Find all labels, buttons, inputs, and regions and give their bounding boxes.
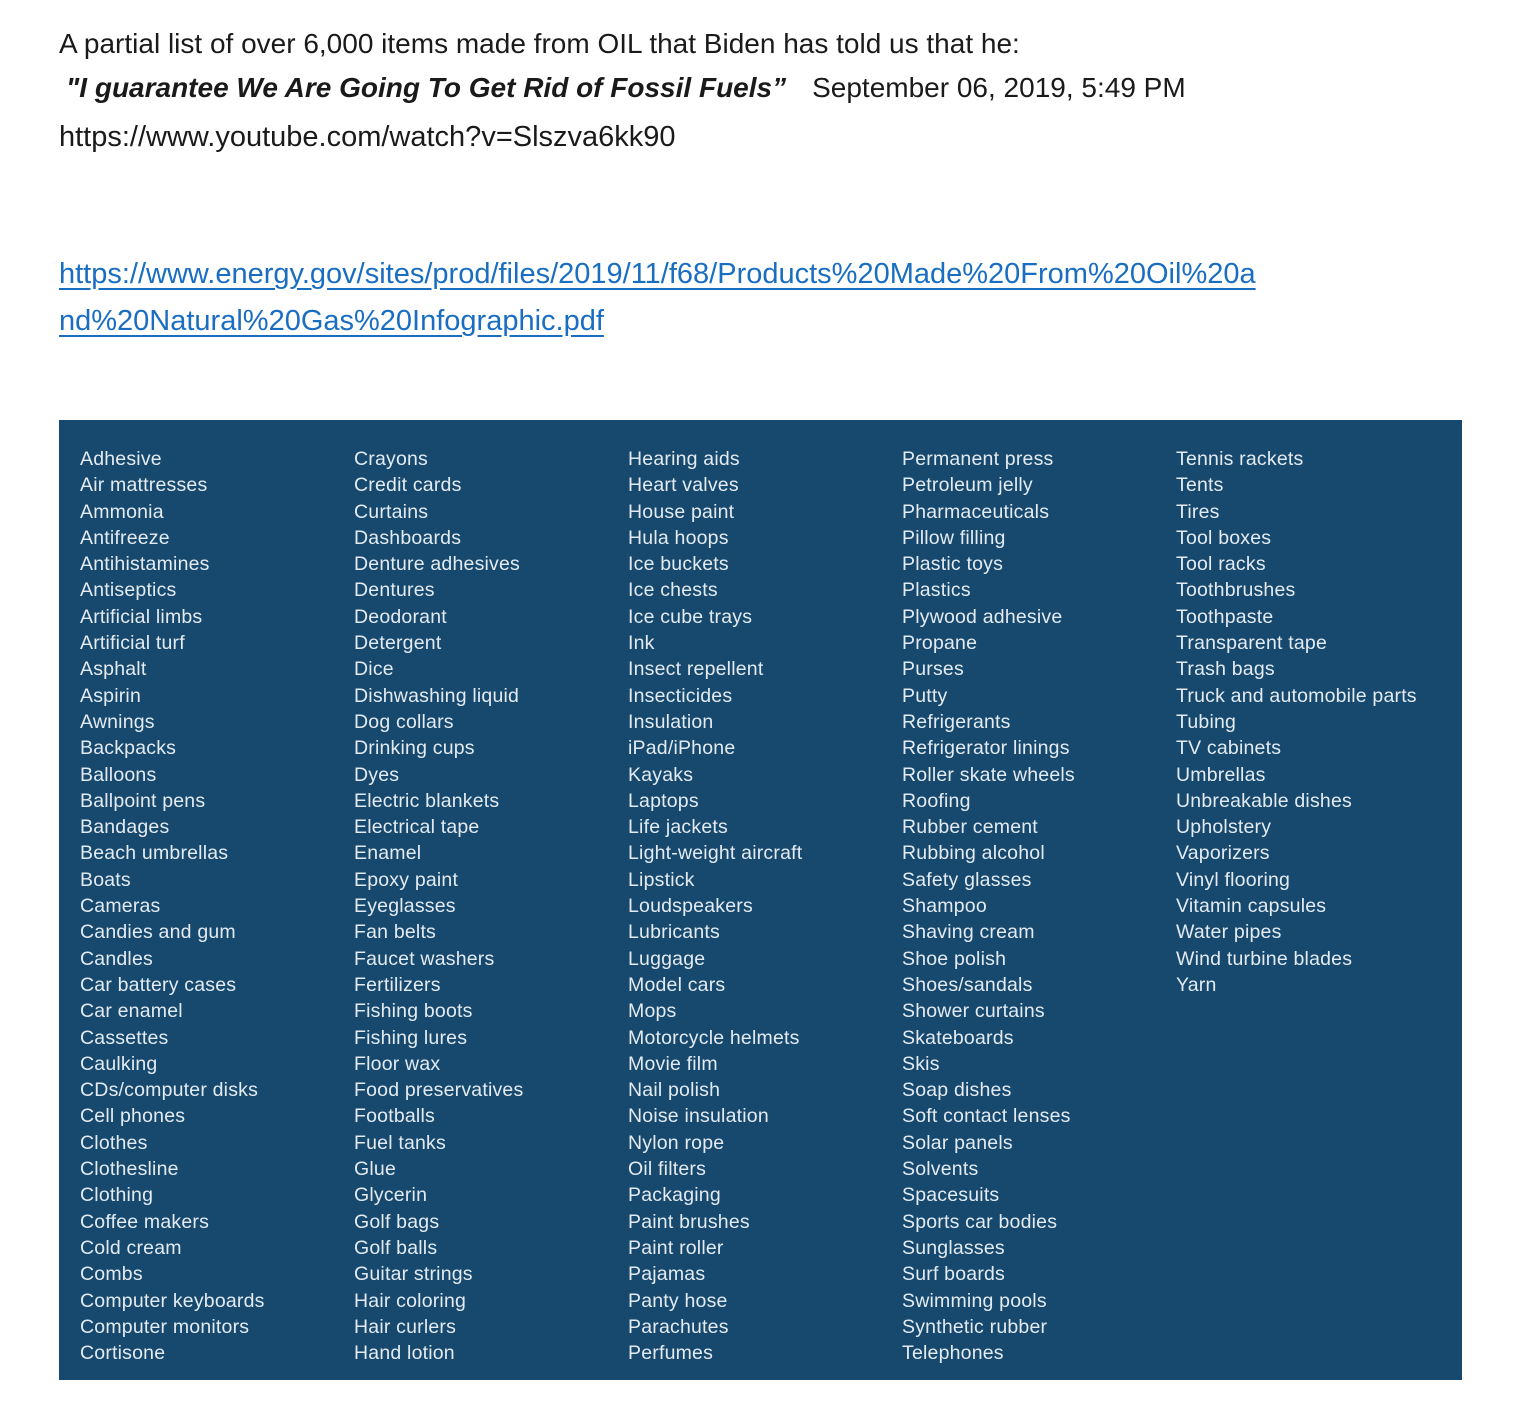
list-item: Computer monitors bbox=[80, 1315, 250, 1338]
list-item: Petroleum jelly bbox=[902, 474, 1033, 497]
list-item: Lipstick bbox=[628, 868, 695, 891]
list-item: Heart valves bbox=[628, 474, 739, 497]
list-item: Dyes bbox=[354, 763, 400, 786]
list-item: Fishing lures bbox=[354, 1026, 468, 1049]
list-item: Movie film bbox=[628, 1052, 718, 1075]
list-item: Toothpaste bbox=[1176, 605, 1274, 628]
list-item: Vitamin capsules bbox=[1176, 895, 1327, 918]
list-item: Nylon rope bbox=[628, 1131, 725, 1154]
list-item: Tires bbox=[1176, 500, 1220, 523]
list-item: Electrical tape bbox=[354, 816, 480, 839]
list-item: Pajamas bbox=[628, 1263, 706, 1286]
list-item: Water pipes bbox=[1176, 921, 1282, 944]
list-item: Glycerin bbox=[354, 1184, 428, 1207]
list-item: Fertilizers bbox=[354, 973, 441, 996]
list-item: Clothing bbox=[80, 1184, 154, 1207]
list-item: Oil filters bbox=[628, 1158, 707, 1181]
list-item: Truck and automobile parts bbox=[1176, 684, 1417, 707]
list-item: Unbreakable dishes bbox=[1176, 789, 1352, 812]
list-item: iPad/iPhone bbox=[628, 737, 736, 760]
list-item: Motorcycle helmets bbox=[628, 1026, 800, 1049]
list-item: House paint bbox=[628, 500, 735, 523]
list-item: Asphalt bbox=[80, 658, 147, 681]
list-item: Hair coloring bbox=[354, 1289, 467, 1312]
list-item: Bandages bbox=[80, 816, 170, 839]
list-item: Dice bbox=[354, 658, 394, 681]
list-item: Deodorant bbox=[354, 605, 447, 628]
list-item: Dashboards bbox=[354, 526, 462, 549]
energy-gov-link-line2: nd%20Natural%20Gas%20Infographic.pdf bbox=[59, 305, 604, 337]
list-item: Backpacks bbox=[80, 737, 177, 760]
list-item: Insecticides bbox=[628, 684, 733, 707]
list-item: Sunglasses bbox=[902, 1236, 1005, 1259]
list-item: Awnings bbox=[80, 710, 155, 733]
list-item: Lubricants bbox=[628, 921, 720, 944]
list-item: Hand lotion bbox=[354, 1342, 455, 1365]
list-item: Wind turbine blades bbox=[1176, 947, 1353, 970]
items-column bbox=[354, 446, 628, 1366]
list-item: Luggage bbox=[628, 947, 706, 970]
list-item: Trash bags bbox=[1176, 658, 1275, 681]
list-item: Eyeglasses bbox=[354, 895, 456, 918]
list-item: Coffee makers bbox=[80, 1210, 210, 1233]
list-item: Artificial turf bbox=[80, 632, 185, 655]
list-item: Toothbrushes bbox=[1176, 579, 1296, 602]
list-item: Noise insulation bbox=[628, 1105, 769, 1128]
list-item: Electric blankets bbox=[354, 789, 500, 812]
list-item: Fishing boots bbox=[354, 1000, 473, 1023]
list-item: Hula hoops bbox=[628, 526, 729, 549]
list-item: Detergent bbox=[354, 632, 442, 655]
list-item: Guitar strings bbox=[354, 1263, 473, 1286]
quote-text: "I guarantee We Are Going To Get Rid of Fossil Fuels” bbox=[66, 72, 787, 103]
list-item: Refrigerator linings bbox=[902, 737, 1070, 760]
list-item: Shoes/sandals bbox=[902, 973, 1033, 996]
page-title: A partial list of over 6,000 items made from OIL that Biden has told us that he: bbox=[59, 28, 1020, 59]
list-item: Fuel tanks bbox=[354, 1131, 446, 1154]
quote-date: September 06, 2019, 5:49 PM bbox=[812, 72, 1186, 103]
oil-products-table bbox=[59, 420, 1462, 1380]
list-item: Nail polish bbox=[628, 1079, 721, 1102]
list-item: Plastic toys bbox=[902, 553, 1004, 576]
list-item: Ice cube trays bbox=[628, 605, 753, 628]
list-item: Ice chests bbox=[628, 579, 718, 602]
list-item: Sports car bodies bbox=[902, 1210, 1058, 1233]
list-item: Tool racks bbox=[1176, 553, 1266, 576]
list-item: Rubber cement bbox=[902, 816, 1038, 839]
youtube-url-text: https://www.youtube.com/watch?v=Slszva6kk90 bbox=[59, 121, 676, 153]
list-item: Balloons bbox=[80, 763, 157, 786]
list-item: Roller skate wheels bbox=[902, 763, 1075, 786]
items-column bbox=[80, 446, 354, 1366]
list-item: Putty bbox=[902, 684, 948, 707]
list-item: Cell phones bbox=[80, 1105, 186, 1128]
list-item: Parachutes bbox=[628, 1315, 729, 1338]
list-item: Perfumes bbox=[628, 1342, 714, 1365]
list-item: Ballpoint pens bbox=[80, 789, 206, 812]
list-item: Life jackets bbox=[628, 816, 728, 839]
list-item: Packaging bbox=[628, 1184, 721, 1207]
list-item: Hair curlers bbox=[354, 1315, 457, 1338]
list-item: Solar panels bbox=[902, 1131, 1013, 1154]
list-item: Ice buckets bbox=[628, 553, 729, 576]
list-item: Artificial limbs bbox=[80, 605, 203, 628]
list-item: Clothes bbox=[80, 1131, 148, 1154]
list-item: Golf bags bbox=[354, 1210, 440, 1233]
list-item: Ammonia bbox=[80, 500, 164, 523]
list-item: Vinyl flooring bbox=[1176, 868, 1291, 891]
list-item: Dog collars bbox=[354, 710, 454, 733]
list-item: Shower curtains bbox=[902, 1000, 1045, 1023]
list-item: Tennis rackets bbox=[1176, 448, 1304, 470]
list-item: Footballs bbox=[354, 1105, 435, 1128]
list-item: Antihistamines bbox=[80, 553, 210, 576]
list-item: Rubbing alcohol bbox=[902, 842, 1045, 865]
list-item: Loudspeakers bbox=[628, 895, 753, 918]
list-item: Shaving cream bbox=[902, 921, 1035, 944]
list-item: Tents bbox=[1176, 474, 1224, 497]
list-item: Soft contact lenses bbox=[902, 1105, 1071, 1128]
list-item: Candles bbox=[80, 947, 153, 970]
list-item: Denture adhesives bbox=[354, 553, 520, 576]
list-item: Kayaks bbox=[628, 763, 694, 786]
list-item: Drinking cups bbox=[354, 737, 475, 760]
list-item: Refrigerants bbox=[902, 710, 1011, 733]
list-item: Crayons bbox=[354, 448, 429, 470]
list-item: Cameras bbox=[80, 895, 161, 918]
list-item: Purses bbox=[902, 658, 964, 681]
list-item: Clothesline bbox=[80, 1158, 179, 1181]
list-item: Cortisone bbox=[80, 1342, 166, 1365]
list-item: Adhesive bbox=[80, 448, 162, 470]
list-item: Laptops bbox=[628, 789, 699, 812]
list-item: Computer keyboards bbox=[80, 1289, 265, 1312]
list-item: Light-weight aircraft bbox=[628, 842, 803, 865]
list-item: Caulking bbox=[80, 1052, 158, 1075]
list-item: Dentures bbox=[354, 579, 435, 602]
list-item: Air mattresses bbox=[80, 474, 208, 497]
list-item: Fan belts bbox=[354, 921, 437, 944]
list-item: Plywood adhesive bbox=[902, 605, 1063, 628]
list-item: Paint brushes bbox=[628, 1210, 750, 1233]
list-item: Car enamel bbox=[80, 1000, 183, 1023]
list-item: Roofing bbox=[902, 789, 971, 812]
list-item: TV cabinets bbox=[1176, 737, 1282, 760]
list-item: Shampoo bbox=[902, 895, 987, 918]
list-item: Tool boxes bbox=[1176, 526, 1272, 549]
list-item: Paint roller bbox=[628, 1236, 724, 1259]
list-item: Credit cards bbox=[354, 474, 462, 497]
list-item: Car battery cases bbox=[80, 973, 237, 996]
list-item: Transparent tape bbox=[1176, 632, 1327, 655]
list-item: Golf balls bbox=[354, 1236, 438, 1259]
list-item: Synthetic rubber bbox=[902, 1315, 1048, 1338]
list-item: Swimming pools bbox=[902, 1289, 1047, 1312]
items-column bbox=[902, 446, 1176, 1366]
list-item: Model cars bbox=[628, 973, 726, 996]
list-item: Skateboards bbox=[902, 1026, 1014, 1049]
list-item: Mops bbox=[628, 1000, 677, 1023]
list-item: Solvents bbox=[902, 1158, 979, 1181]
list-item: Aspirin bbox=[80, 684, 142, 707]
list-item: Epoxy paint bbox=[354, 868, 459, 891]
quote-line bbox=[59, 66, 1514, 115]
list-item: Antifreeze bbox=[80, 526, 170, 549]
list-item: Tubing bbox=[1176, 710, 1237, 733]
list-item: Insect repellent bbox=[628, 658, 764, 681]
list-item: Skis bbox=[902, 1052, 940, 1075]
list-item: Candies and gum bbox=[80, 921, 236, 944]
list-item: Insulation bbox=[628, 710, 714, 733]
list-item: Floor wax bbox=[354, 1052, 441, 1075]
list-item: Shoe polish bbox=[902, 947, 1007, 970]
list-item: Plastics bbox=[902, 579, 971, 602]
list-item: Curtains bbox=[354, 500, 429, 523]
items-column bbox=[1176, 446, 1461, 998]
list-item: Boats bbox=[80, 868, 131, 891]
list-item: Combs bbox=[80, 1263, 143, 1286]
list-item: Food preservatives bbox=[354, 1079, 524, 1102]
list-item: Beach umbrellas bbox=[80, 842, 229, 865]
list-item: Surf boards bbox=[902, 1263, 1006, 1286]
energy-gov-link[interactable] bbox=[59, 251, 1256, 345]
list-item: Dishwashing liquid bbox=[354, 684, 520, 707]
list-item: Faucet washers bbox=[354, 947, 495, 970]
list-item: Spacesuits bbox=[902, 1184, 1000, 1207]
list-item: CDs/computer disks bbox=[80, 1079, 259, 1102]
list-item: Yarn bbox=[1176, 973, 1217, 996]
list-item: Permanent press bbox=[902, 448, 1054, 470]
list-item: Upholstery bbox=[1176, 816, 1272, 839]
list-item: Cold cream bbox=[80, 1236, 182, 1259]
items-column bbox=[628, 446, 902, 1366]
list-item: Safety glasses bbox=[902, 868, 1032, 891]
list-item: Soap dishes bbox=[902, 1079, 1012, 1102]
energy-gov-link-line1: https://www.energy.gov/sites/prod/files/2019/11/f68/Products%20Made%20From%20Oil%20a bbox=[59, 258, 1256, 290]
list-item: Pillow filling bbox=[902, 526, 1006, 549]
list-item: Vaporizers bbox=[1176, 842, 1270, 865]
list-item: Cassettes bbox=[80, 1026, 169, 1049]
list-item: Antiseptics bbox=[80, 579, 177, 602]
list-item: Hearing aids bbox=[628, 448, 740, 470]
list-item: Pharmaceuticals bbox=[902, 500, 1050, 523]
list-item: Panty hose bbox=[628, 1289, 728, 1312]
list-item: Umbrellas bbox=[1176, 763, 1266, 786]
list-item: Telephones bbox=[902, 1342, 1004, 1365]
list-item: Enamel bbox=[354, 842, 422, 865]
list-item: Glue bbox=[354, 1158, 396, 1181]
list-item: Ink bbox=[628, 632, 655, 655]
list-item: Propane bbox=[902, 632, 978, 655]
